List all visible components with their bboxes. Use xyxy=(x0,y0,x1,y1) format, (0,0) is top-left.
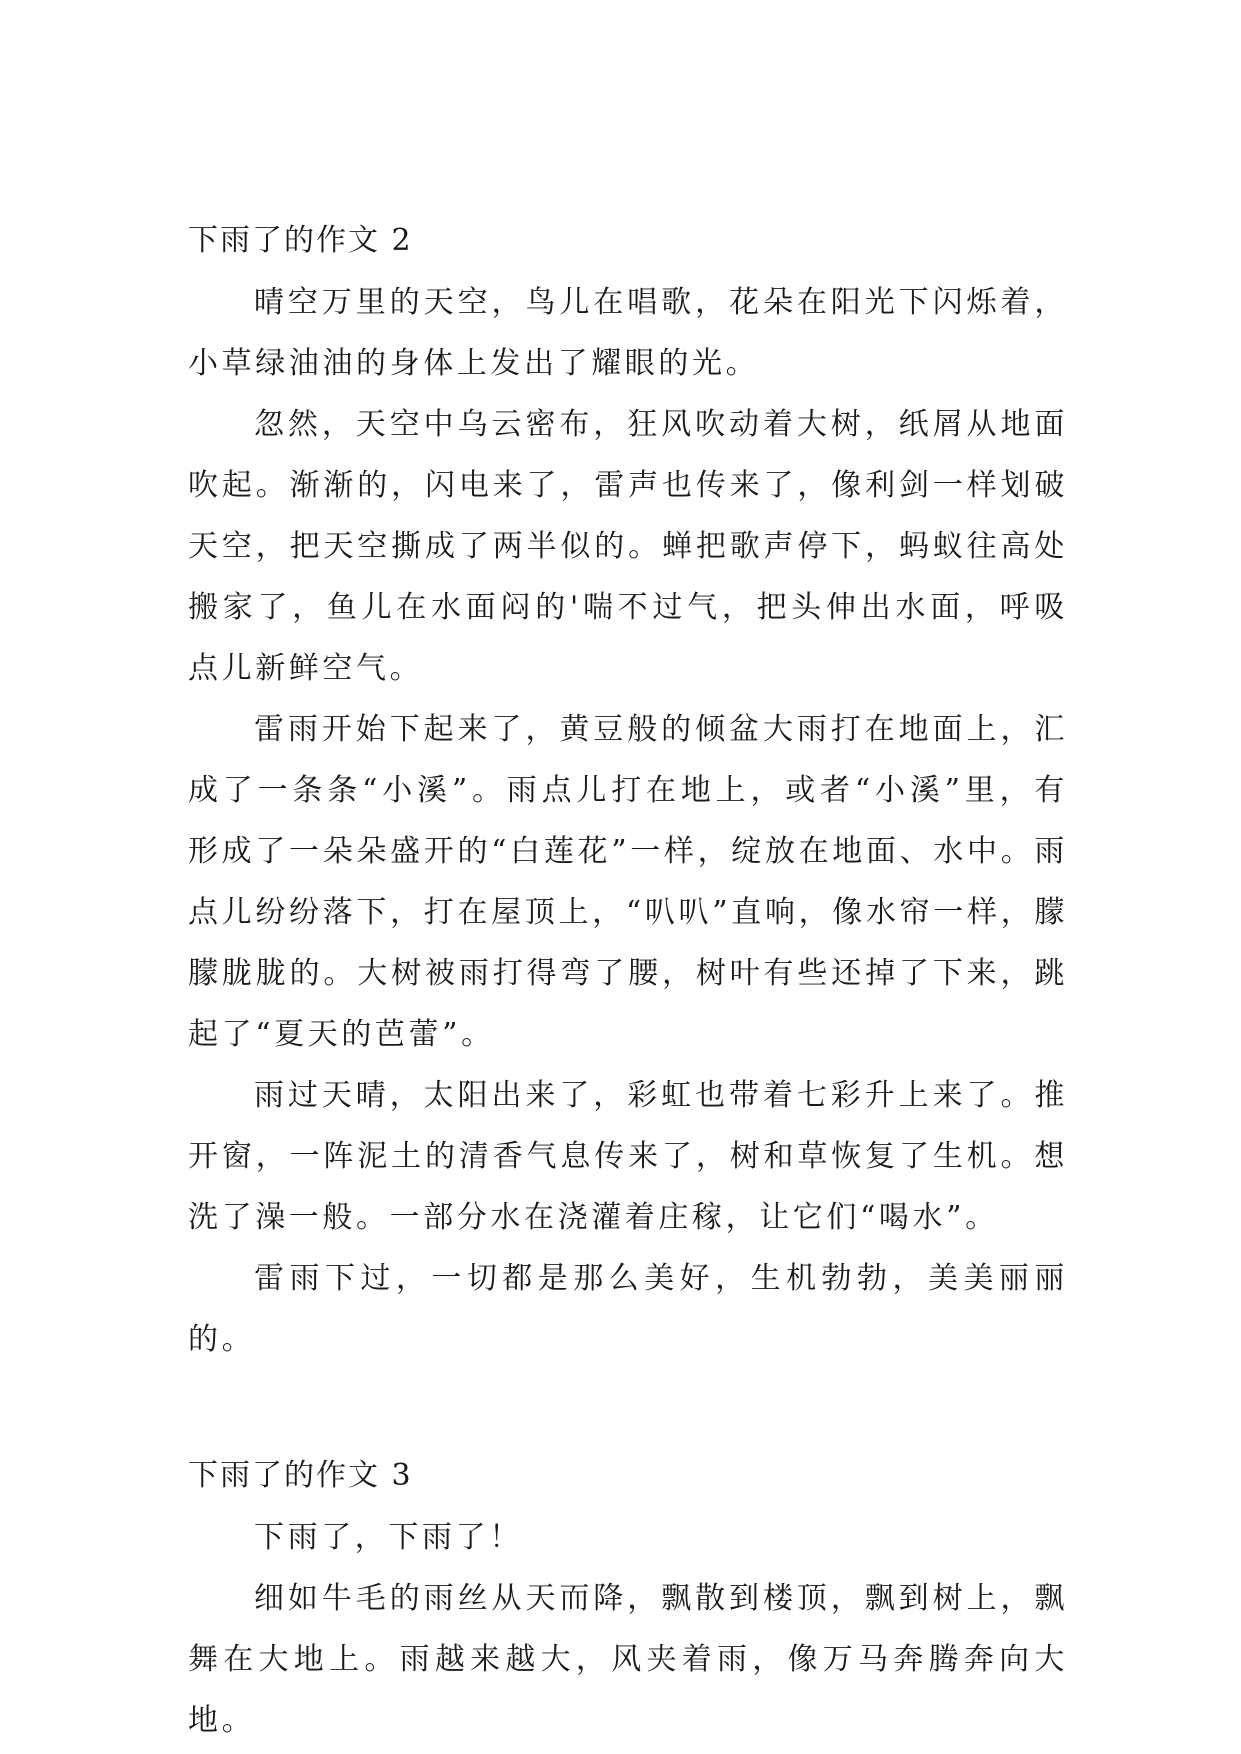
paragraph: 细如牛毛的雨丝从天而降，飘散到楼顶，飘到树上，飘舞在大地上。雨越来越大，风夹着雨，像万马奔腾奔向大地。 xyxy=(188,1581,1068,1738)
paragraph: 雨过天晴，太阳出来了，彩虹也带着七彩升上来了。推开窗，一阵泥土的清香气息传来了，树和草恢复了生机。想洗了澡一般。一部分水在浇灌着庄稼，让它们“喝水”。 xyxy=(188,1078,1068,1235)
section-spacer xyxy=(188,1370,1068,1445)
paragraph: 晴空万里的天空，鸟儿在唱歌，花朵在阳光下闪烁着，小草绿油油的身体上发出了耀眼的光。 xyxy=(188,285,1068,381)
section-title: 下雨了的作文 2 xyxy=(188,223,413,258)
paragraph: 雷雨开始下起来了，黄豆般的倾盆大雨打在地面上，汇成了一条条“小溪”。雨点儿打在地上，或者“小溪”里，有形成了一朵朵盛开的“白莲花”一样，绽放在地面、水中。雨点儿纷纷落下，打在屋顶上，“叭叭”直响，像水帘一样，朦朦胧胧的。大树被雨打得弯了腰，树叶有些还掉了下来，跳起了“夏天的芭蕾”。 xyxy=(188,712,1068,1052)
paragraph: 下雨了，下雨了！ xyxy=(254,1520,523,1555)
essay-section xyxy=(188,1445,1068,1751)
section-title: 下雨了的作文 3 xyxy=(188,1458,413,1493)
paragraph: 雷雨下过，一切都是那么美好，生机勃勃，美美丽丽的。 xyxy=(188,1261,1068,1357)
document-body xyxy=(188,210,1068,1751)
paragraph: 忽然，天空中乌云密布，狂风吹动着大树，纸屑从地面吹起。渐渐的，闪电来了，雷声也传来了，像利剑一样划破天空，把天空撕成了两半似的。蝉把歌声停下，蚂蚁往高处搬家了，鱼儿在水面闷的'喘不过气，把头伸出水面，呼吸点儿新鲜空气。 xyxy=(188,407,1068,686)
essay-section xyxy=(188,210,1068,1370)
